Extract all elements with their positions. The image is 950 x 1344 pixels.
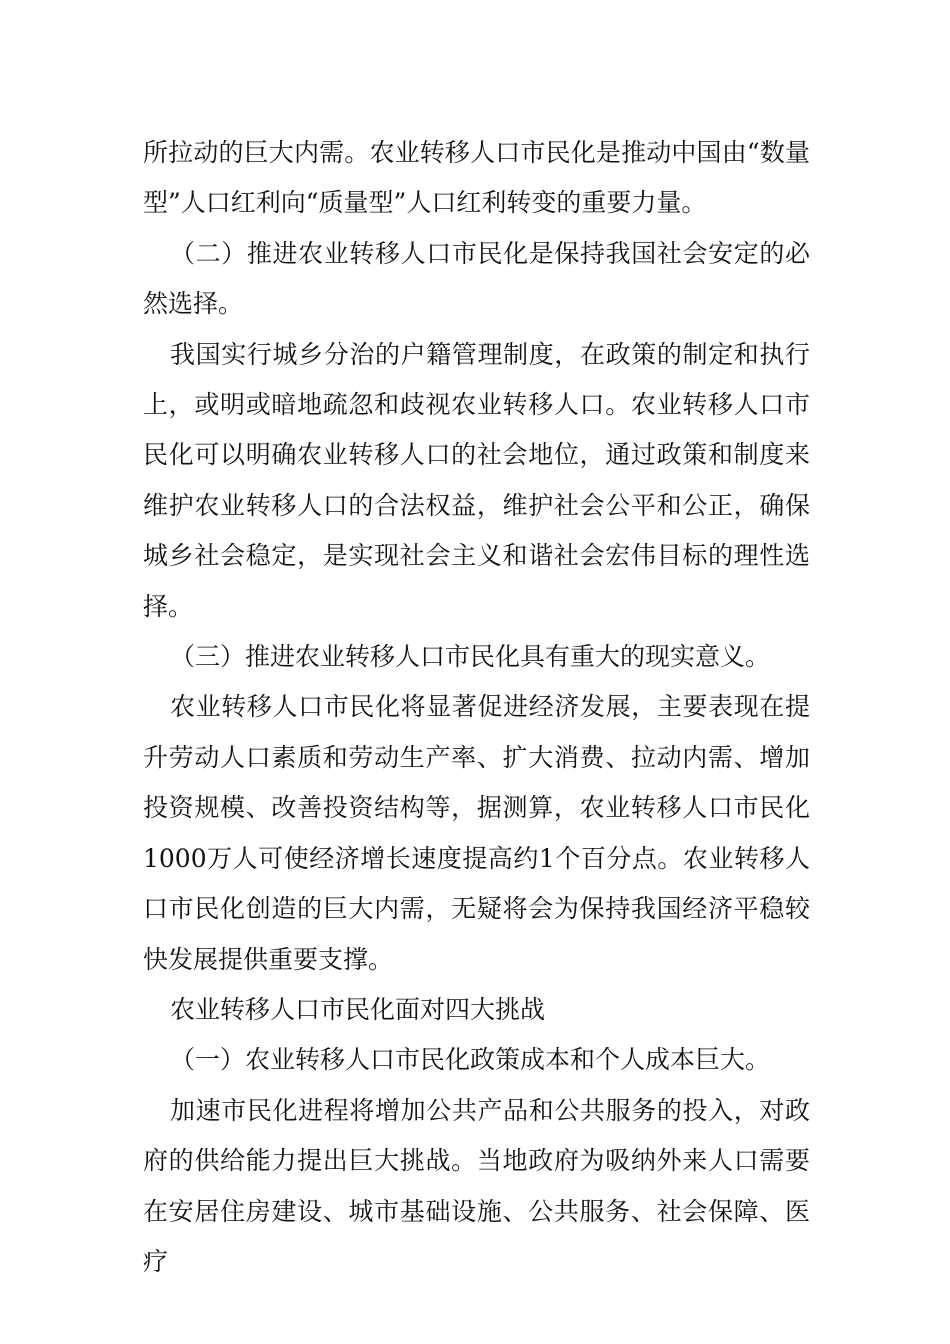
paragraph-heading-1: （一）农业转移人口市民化政策成本和个人成本巨大。 [170,1045,771,1075]
paragraph-8: 加速市民化进程将增加公共产品和公共服务的投入，对政府的供给能力提出巨大挑战。当地政府为吸纳外来人口需要在安居住房建设、城市基础设施、公共服务、社会保障、医疗 [143,1095,810,1276]
paragraph-heading-3: （三）推进农业转移人口市民化具有重大的现实意义。 [170,642,771,672]
section-title: 农业转移人口市民化面对四大挑战 [170,994,546,1024]
paragraph-1: 所拉动的巨大内需。农业转移人口市民化是推动中国由“数量型”人口红利向“质量型”人口红利转变的重要力量。 [143,138,810,218]
paragraph-5: 农业转移人口市民化将显著促进经济发展，主要表现在提升劳动人口素质和劳动生产率、扩大消费、拉动内需、增加投资规模、改善投资结构等，据测算，农业转移人口市民化1000万人可使经济增长速度提高约1个百分点。农业转移人口市民化创造的巨大内需，无疑将会为保持我国经济平稳较快发展提供重要支撑。 [143,692,810,974]
document-body [143,128,810,1287]
paragraph-3: 我国实行城乡分治的户籍管理制度，在政策的制定和执行上，或明或暗地疏忽和歧视农业转移人口。农业转移人口市民化可以明确农业转移人口的社会地位，通过政策和制度来维护农业转移人口的合法权益，维护社会公平和公正，确保城乡社会稳定，是实现社会主义和谐社会宏伟目标的理性选择。 [143,339,810,621]
paragraph-heading-2: （二）推进农业转移人口市民化是保持我国社会安定的必然选择。 [143,238,810,319]
